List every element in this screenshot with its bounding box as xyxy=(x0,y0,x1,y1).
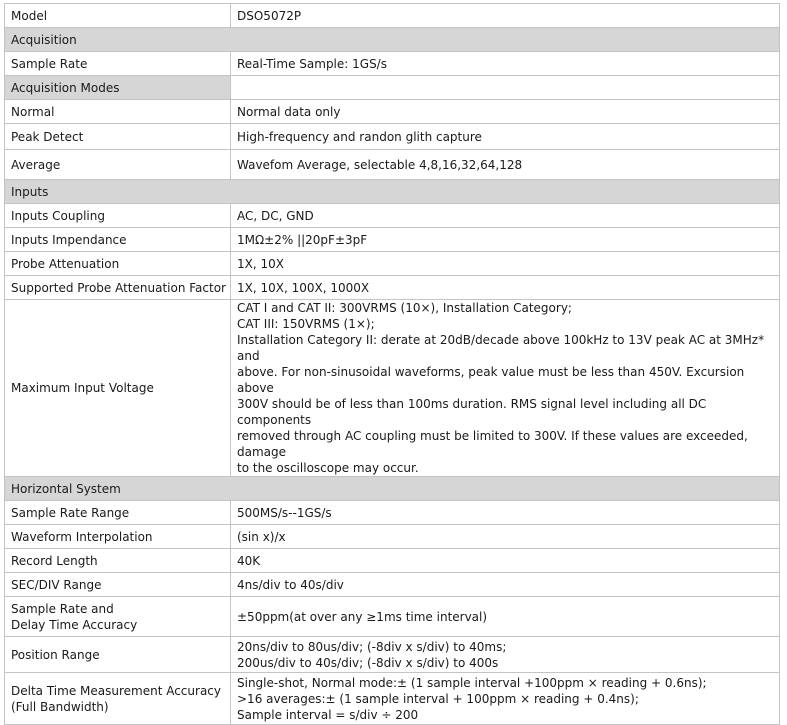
spec-value-line: 1X, 10X, 100X, 1000X xyxy=(237,280,370,295)
spec-value-line: 200us/div to 40s/div; (-8div x s/div) to 400s xyxy=(237,655,499,670)
spec-value-line: removed through AC coupling must be limited to 300V. If these values are exceeded, damage xyxy=(237,429,748,459)
spec-label: Sample Rate Range xyxy=(5,501,231,525)
spec-value xyxy=(231,52,780,76)
spec-value xyxy=(231,252,780,276)
spec-value xyxy=(231,501,780,525)
spec-row xyxy=(5,300,780,477)
spec-value-line: 40K xyxy=(237,553,261,568)
section-title: Acquisition Modes xyxy=(5,76,231,100)
spec-value xyxy=(231,300,780,477)
spec-row xyxy=(5,204,780,228)
spec-value-line: Normal data only xyxy=(237,104,341,119)
section-header-row xyxy=(5,28,780,52)
spec-value-line: 500MS/s--1GS/s xyxy=(237,505,332,520)
spec-label: Sample Rate xyxy=(5,52,231,76)
spec-label: Position Range xyxy=(5,637,231,673)
spec-value-line: >16 averages:± (1 sample interval + 100ppm × reading + 0.4ns); xyxy=(237,691,639,706)
spec-value xyxy=(231,150,780,180)
spec-label: SEC/DIV Range xyxy=(5,573,231,597)
spec-label: Model xyxy=(5,4,231,28)
spec-value xyxy=(231,549,780,573)
spec-value-line: Single-shot, Normal mode:± (1 sample interval +100ppm × reading + 0.6ns); xyxy=(237,675,707,690)
spec-value xyxy=(231,276,780,300)
spec-value-line: 300V should be of less than 100ms duration. RMS signal level including all DC components xyxy=(237,397,707,427)
spec-value xyxy=(231,100,780,124)
spec-label-line: Delay Time Accuracy xyxy=(11,617,138,632)
spec-row xyxy=(5,597,780,637)
spec-label-line: Sample Rate and xyxy=(11,601,114,616)
spec-value-line: 1X, 10X xyxy=(237,256,284,271)
spec-row xyxy=(5,525,780,549)
spec-value-line: Wavefom Average, selectable 4,8,16,32,64,128 xyxy=(237,157,523,172)
spec-table-body xyxy=(5,4,780,725)
spec-label-line: Delta Time Measurement Accuracy xyxy=(11,683,221,698)
spec-row xyxy=(5,252,780,276)
spec-row xyxy=(5,549,780,573)
section-title: Acquisition xyxy=(5,28,780,52)
spec-value xyxy=(231,597,780,637)
spec-value xyxy=(231,228,780,252)
spec-value-line: CAT III: 150VRMS (1×); xyxy=(237,317,375,331)
spec-label xyxy=(5,673,231,725)
spec-value xyxy=(231,637,780,673)
spec-row xyxy=(5,276,780,300)
spec-label: Peak Detect xyxy=(5,124,231,150)
spec-row xyxy=(5,501,780,525)
spec-row xyxy=(5,150,780,180)
spec-value-line: High-frequency and randon glith capture xyxy=(237,129,482,144)
spec-row xyxy=(5,637,780,673)
spec-label xyxy=(5,597,231,637)
spec-value-line: 20ns/div to 80us/div; (-8div x s/div) to 40ms; xyxy=(237,639,507,654)
spec-value xyxy=(231,525,780,549)
spec-value-line: above. For non-sinusoidal waveforms, peak value must be less than 450V. Excursion above xyxy=(237,365,745,395)
spec-value-line: 4ns/div to 40s/div xyxy=(237,577,344,592)
spec-label: Inputs Coupling xyxy=(5,204,231,228)
spec-value xyxy=(231,573,780,597)
spec-value-line: 1MΩ±2% ||20pF±3pF xyxy=(237,232,368,247)
spec-label: Supported Probe Attenuation Factor xyxy=(5,276,231,300)
spec-value-line: (sin x)/x xyxy=(237,529,286,544)
spec-row xyxy=(5,4,780,28)
spec-label-line: (Full Bandwidth) xyxy=(11,699,109,714)
spec-label: Inputs Impendance xyxy=(5,228,231,252)
spec-table xyxy=(4,3,780,725)
spec-label: Waveform Interpolation xyxy=(5,525,231,549)
section-title: Horizontal System xyxy=(5,477,780,501)
spec-row xyxy=(5,673,780,725)
spec-row xyxy=(5,573,780,597)
section-header-row xyxy=(5,477,780,501)
spec-value-line: CAT I and CAT II: 300VRMS (10×), Installation Category; xyxy=(237,301,572,315)
spec-label: Average xyxy=(5,150,231,180)
spec-value-line: Real-Time Sample: 1GS/s xyxy=(237,56,387,71)
section-title: Inputs xyxy=(5,180,780,204)
spec-value-line: Installation Category II: derate at 20dB/decade above 100kHz to 13V peak AC at 3MHz* and xyxy=(237,333,765,363)
spec-value xyxy=(231,204,780,228)
spec-value xyxy=(231,124,780,150)
spec-row xyxy=(5,52,780,76)
section-header-row xyxy=(5,180,780,204)
spec-label: Maximum Input Voltage xyxy=(5,300,231,477)
section-empty-cell xyxy=(231,76,780,100)
spec-value xyxy=(231,673,780,725)
spec-row xyxy=(5,100,780,124)
spec-row xyxy=(5,124,780,150)
spec-value-line: ±50ppm(at over any ≥1ms time interval) xyxy=(237,609,488,624)
section-header-row xyxy=(5,76,780,100)
spec-label: Probe Attenuation xyxy=(5,252,231,276)
spec-label: Normal xyxy=(5,100,231,124)
spec-label: Record Length xyxy=(5,549,231,573)
spec-value xyxy=(231,4,780,28)
spec-value-line: DSO5072P xyxy=(237,8,302,23)
spec-row xyxy=(5,228,780,252)
spec-value-line: Sample interval = s/div ÷ 200 xyxy=(237,707,419,722)
spec-value-line: to the oscilloscope may occur. xyxy=(237,461,419,475)
spec-value-line: AC, DC, GND xyxy=(237,208,314,223)
